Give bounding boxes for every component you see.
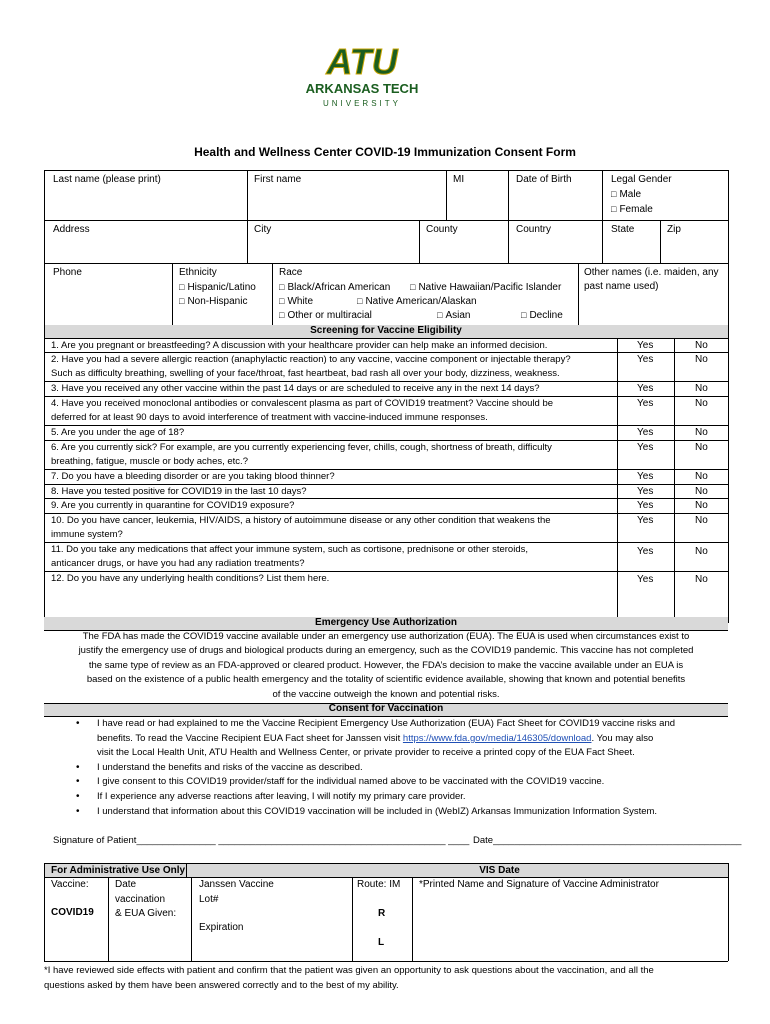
ethnicity-label: Ethnicity [179, 267, 217, 278]
q4-no-option[interactable]: No [695, 398, 708, 409]
date-field[interactable]: Date_______________________________________________ [473, 835, 742, 846]
question-11-cont: anticancer drugs, or have you had any radiation treatments? [51, 558, 305, 569]
consent-bullet-2: I understand the benefits and risks of the vaccine as described. [97, 762, 363, 773]
consent-bullet-1-line-3: visit the Local Health Unit, ATU Health and Wellness Center, or private provider to receive a printed copy of the EUA Fact Sheet. [97, 747, 635, 758]
county-field[interactable]: County [426, 224, 458, 235]
footer-attestation-2: questions asked by them have been answered correctly and to the best of my ability. [44, 980, 399, 991]
question-10: 10. Do you have cancer, leukemia, HIV/AIDS, a history of autoimmune disease or any other condition that weakens the [51, 515, 551, 526]
eua-header: Emergency Use Authorization [315, 617, 457, 628]
q8-no-option[interactable]: No [695, 486, 708, 497]
eua-text-2: justify the emergency use of drugs and biological products during an emergency, such as the COVID19 pandemic. This vaccine has not completed [78, 645, 694, 656]
fda-fact-sheet-link[interactable]: https://www.fda.gov/media/146305/download [402, 733, 592, 744]
vaccine-label: Vaccine: [51, 879, 89, 890]
state-field[interactable]: State [611, 224, 635, 235]
question-7: 7. Do you have a bleeding disorder or are you taking blood thinner? [51, 471, 335, 482]
last-name-field[interactable]: Last name (please print) [53, 174, 161, 185]
zip-field[interactable]: Zip [667, 224, 681, 235]
black-checkbox[interactable]: □ Black/African American [279, 280, 390, 295]
footer-attestation-1: *I have reviewed side effects with patient and confirm that the patient was given an opportunity to ask questions about the vaccination, and all the [44, 965, 654, 976]
administrator-signature-field[interactable]: *Printed Name and Signature of Vaccine Administrator [419, 879, 659, 890]
q3-no-option[interactable]: No [695, 383, 708, 394]
other-race-checkbox[interactable]: □ Other or multiracial [279, 308, 372, 323]
consent-bullet-1: I have read or had explained to me the Vaccine Recipient Emergency Use Authorization (EUA) Fact Sheet for COVID19 vaccine risks and [97, 718, 676, 729]
q6-no-option[interactable]: No [695, 442, 708, 453]
date-vaccination-label-3: & EUA Given: [115, 908, 177, 919]
q4-yes-option[interactable]: Yes [637, 398, 654, 409]
svg-text:UNIVERSITY: UNIVERSITY [322, 99, 402, 108]
svg-text:ATU: ATU [326, 41, 398, 82]
race-label: Race [279, 267, 303, 278]
q1-no-option[interactable]: No [695, 340, 708, 351]
vaccine-value: COVID19 [51, 907, 94, 918]
q7-no-option[interactable]: No [695, 471, 708, 482]
bullet-icon: • [76, 762, 80, 773]
bullet-icon: • [76, 718, 80, 729]
q3-yes-option[interactable]: Yes [637, 383, 654, 394]
svg-text:ARKANSAS TECH: ARKANSAS TECH [305, 81, 419, 96]
question-3: 3. Have you received any other vaccine within the past 14 days or are scheduled to receive any in the next 14 days? [51, 383, 540, 394]
screening-header: Screening for Vaccine Eligibility [310, 325, 462, 336]
q10-no-option[interactable]: No [695, 515, 708, 526]
consent-header: Consent for Vaccination [328, 703, 444, 714]
address-field[interactable]: Address [53, 224, 90, 235]
question-8: 8. Have you tested positive for COVID19 in the last 10 days? [51, 486, 307, 497]
country-field[interactable]: Country [516, 224, 552, 235]
question-11: 11. Do you take any medications that affect your immune system, such as cortisone, prednisone or other steroids, [51, 544, 528, 555]
q6-yes-option[interactable]: Yes [637, 442, 654, 453]
city-field[interactable]: City [254, 224, 272, 235]
eua-text-4: based on the existence of a public health emergency and the totality of scientific evidence available, showing that known and potential benefits [86, 674, 686, 685]
non-hispanic-checkbox[interactable]: □ Non-Hispanic [179, 294, 247, 309]
q5-yes-option[interactable]: Yes [637, 427, 654, 438]
consent-bullet-3: I give consent to this COVID19 provider/staff for the individual named above to be vaccinated with the COVID19 vaccine. [97, 776, 605, 787]
admin-header: For Administrative Use Only [51, 865, 186, 876]
q7-yes-option[interactable]: Yes [637, 471, 654, 482]
route-left-option[interactable]: L [378, 937, 385, 948]
form-title: Health and Wellness Center COVID-19 Immunization Consent Form [194, 145, 576, 159]
legal-gender-label: Legal Gender [611, 174, 672, 185]
q2-no-option[interactable]: No [695, 354, 708, 365]
route-label: Route: IM [357, 879, 401, 890]
hawaiian-checkbox[interactable]: □ Native Hawaiian/Pacific Islander [410, 280, 561, 295]
janssen-label: Janssen Vaccine [199, 879, 274, 890]
bullet-icon: • [76, 806, 80, 817]
q11-no-option[interactable]: No [695, 546, 708, 557]
female-checkbox[interactable]: □ Female [611, 202, 653, 217]
q10-yes-option[interactable]: Yes [637, 515, 654, 526]
decline-checkbox[interactable]: □ Decline [521, 308, 563, 323]
question-4-cont: deferred for at least 90 days to avoid interference of treatment with vaccine-induced immune responses. [51, 412, 488, 423]
other-names-field[interactable]: Other names (i.e. maiden, any past name used) [584, 267, 719, 292]
atu-logo-mark [305, 38, 420, 110]
mi-field[interactable]: MI [453, 174, 465, 185]
q11-yes-option[interactable]: Yes [637, 546, 654, 557]
white-checkbox[interactable]: □ White [279, 294, 313, 309]
q9-no-option[interactable]: No [695, 500, 708, 511]
asian-checkbox[interactable]: □ Asian [437, 308, 470, 323]
consent-bullet-4: If I experience any adverse reactions after leaving, I will notify my primary care provider. [97, 791, 466, 802]
consent-bullet-5: I understand that information about this COVID19 vaccination will be included in (WebIZ) Arkansas Immunization Information System. [97, 806, 658, 817]
consent-bullet-1-line-2 [97, 732, 653, 746]
native-american-checkbox[interactable]: □ Native American/Alaskan [357, 294, 477, 309]
dob-field[interactable]: Date of Birth [516, 174, 572, 185]
hispanic-checkbox[interactable]: □ Hispanic/Latino [179, 280, 256, 295]
q2-yes-option[interactable]: Yes [637, 354, 654, 365]
lot-field[interactable]: Lot# [199, 894, 219, 905]
vis-date-header: VIS Date [479, 865, 520, 876]
q1-yes-option[interactable]: Yes [637, 340, 654, 351]
eua-text-3: the same type of review as an FDA-approved or cleared product. However, the FDA’s decision to make the vaccine available under an EUA is [88, 660, 684, 671]
q8-yes-option[interactable]: Yes [637, 486, 654, 497]
question-10-cont: immune system? [51, 529, 123, 540]
phone-field[interactable]: Phone [53, 267, 82, 278]
signature-field[interactable]: Signature of Patient_______________ ___________________________________________ ____ [53, 835, 470, 846]
q12-no-option[interactable]: No [695, 574, 708, 585]
question-2: 2. Have you had a severe allergic reaction (anaphylactic reaction) to any vaccine, vaccine component or injectable therapy? [51, 354, 571, 365]
question-2-cont: Such as difficulty breathing, swelling of your face/throat, fast heartbeat, bad rash all over your body, dizziness, weakness. [51, 368, 560, 379]
question-6: 6. Are you currently sick? For example, are you currently experiencing fever, chills, cough, shortness of breath, difficulty [51, 442, 552, 453]
expiration-field[interactable]: Expiration [199, 922, 244, 933]
q9-yes-option[interactable]: Yes [637, 500, 654, 511]
bullet-icon: • [76, 791, 80, 802]
question-12: 12. Do you have any underlying health conditions? List them here. [51, 573, 330, 584]
question-9: 9. Are you currently in quarantine for COVID19 exposure? [51, 500, 295, 511]
bullet-icon: • [76, 776, 80, 787]
q12-yes-option[interactable]: Yes [637, 574, 654, 585]
date-vaccination-label-1: Date [115, 879, 137, 890]
atu-logo [305, 38, 420, 110]
consent-bullet-1b-text: benefits. To read the Vaccine Recipient EUA Fact sheet for Janssen visit [97, 733, 401, 744]
question-5: 5. Are you under the age of 18? [51, 427, 185, 438]
male-checkbox[interactable]: □ Male [611, 187, 641, 202]
date-vaccination-label-2: vaccination [115, 894, 166, 905]
question-6-cont: breathing, fatigue, muscle or body aches, etc.? [51, 456, 248, 467]
q5-no-option[interactable]: No [695, 427, 708, 438]
route-right-option[interactable]: R [378, 908, 386, 919]
consent-bullet-1c-text: . You may also [591, 733, 654, 744]
question-1: 1. Are you pregnant or breastfeeding? A discussion with your healthcare provider can help make an informed decision. [51, 340, 548, 351]
question-4: 4. Have you received monoclonal antibodies or convalescent plasma as part of COVID19 treatment? Vaccine should be [51, 398, 554, 409]
eua-text-5: of the vaccine outweigh the known and potential risks. [272, 689, 500, 700]
first-name-field[interactable]: First name [254, 174, 302, 185]
eua-text-1: The FDA has made the COVID19 vaccine available under an emergency use authorization (EUA). The EUA is used when circumstances exist to [82, 631, 690, 642]
